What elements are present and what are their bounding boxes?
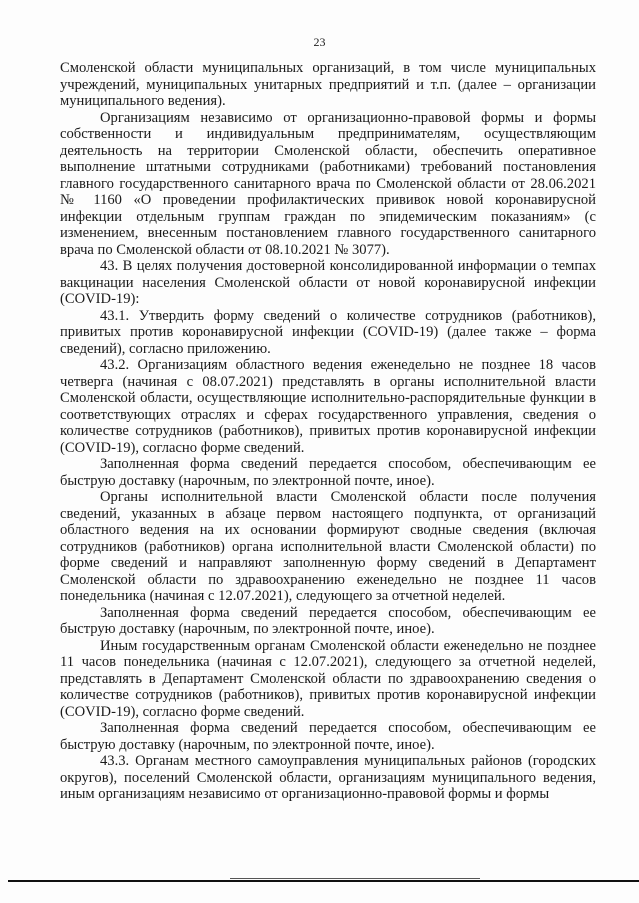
paragraph-delivery-method-2: Заполненная форма сведений передается способом, обеспечивающим ее быструю доставку (нарочным, по электронной почте, иное). [60,604,596,637]
paragraph-43-3: 43.3. Органам местного самоуправления муниципальных районов (городских округов), поселений Смоленской области, организациям муниципального ведения, иным организациям независимо от организационно-правовой формы и формы [60,753,596,802]
document-body [60,60,596,803]
paragraph-organizations-obligation: Организациям независимо от организационно-правовой формы и формы собственности и индивидуальным предпринимателям, осуществляющим деятельность на территории Смоленской области, обеспечить оперативное выполнение штатными сотрудниками (работниками) требований постановления главного государственного санитарного врача по Смоленской области от 28.06.2021 № 1160 «О проведении профилактических прививок новой коронавирусной инфекции отдельным группам граждан по эпидемическим показаниям» (с изменением, внесенным постановлением главного государственного санитарного врача по Смоленской области от 08.10.2021 № 3077). [60,109,596,258]
footer-divider [8,880,639,882]
paragraph-delivery-method-1: Заполненная форма сведений передается способом, обеспечивающим ее быструю доставку (нарочным, по электронной почте, иное). [60,456,596,489]
paragraph-43-2: 43.2. Организациям областного ведения еженедельно не позднее 18 часов четверга (начиная с 08.07.2021) представлять в органы исполнительной власти Смоленской области, осуществляющие исполнительно-распорядительные функции в соответствующих отраслях и сферах государственного управления, сведения о количестве сотрудников (работников), привитых против коронавирусной инфекции (COVID-19), согласно форме сведений. [60,357,596,456]
paragraph-delivery-method-3: Заполненная форма сведений передается способом, обеспечивающим ее быструю доставку (нарочным, по электронной почте, иное). [60,720,596,753]
paragraph-43-1: 43.1. Утвердить форму сведений о количестве сотрудников (работников), привитых против коронавирусной инфекции (COVID-19) (далее также – форма сведений), согласно приложению. [60,307,596,357]
paragraph-executive-bodies: Органы исполнительной власти Смоленской области после получения сведений, указанных в абзаце первом настоящего подпункта, от организаций областного ведения на их основании формируют сводные сведения (включая сотрудников (работников) органа исполнительной власти Смоленской области) по форме сведений и направляют заполненную форму сведений в Департамент Смоленской области по здравоохранению еженедельно не позднее 11 часов понедельника (начиная с 12.07.2021), следующего за отчетной неделей. [60,489,596,604]
footer-divider-thin [230,878,480,879]
paragraph-43: 43. В целях получения достоверной консолидированной информации о темпах вакцинации населения Смоленской области от новой коронавирусной инфекции (COVID-19): [60,258,596,307]
paragraph-other-state-bodies: Иным государственным органам Смоленской области еженедельно не позднее 11 часов понедельника (начиная с 12.07.2021), следующего за отчетной неделей, представлять в Департамент Смоленской области по здравоохранению сведения о количестве сотрудников (работников), привитых против коронавирусной инфекции (COVID-19), согласно форме сведений. [60,637,596,720]
paragraph-continuation: Смоленской области муниципальных организаций, в том числе муниципальных учреждений, муниципальных унитарных предприятий и т.п. (далее – организации муниципального ведения). [60,60,596,109]
page-number: 23 [313,35,326,49]
